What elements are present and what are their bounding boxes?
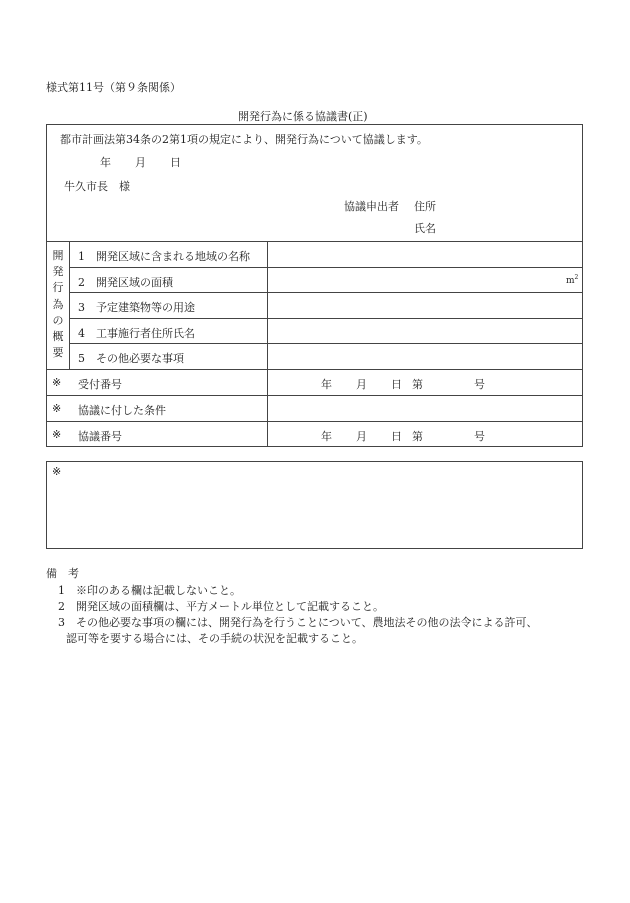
row-divider (46, 241, 583, 242)
number-go-label: 号 (474, 378, 485, 391)
number-go-label: 号 (474, 430, 485, 443)
statement-text: 都市計画法第34条の2第1項の規定により、開発行為について協議します。 (60, 133, 428, 146)
office-use-mark: ※ (52, 465, 62, 478)
date-day-label: 日 (391, 378, 402, 391)
row-divider (69, 267, 583, 268)
date-day-label: 日 (170, 156, 181, 169)
row-divider (69, 318, 583, 319)
overview-row-label: 2 開発区域の面積 (78, 276, 173, 289)
remark-item: 1 ※印のある欄は記載しないこと。 (58, 584, 241, 597)
office-use-mark: ※ (52, 376, 62, 389)
date-year-label: 年 (321, 378, 332, 391)
remark-item: 3 その他必要な事項の欄には、開発行為を行うことについて、農地法その他の法令による許可、 (58, 616, 538, 629)
date-day-label: 日 (391, 430, 402, 443)
office-notes-box[interactable] (46, 461, 583, 549)
date-month-label: 月 (135, 156, 146, 169)
date-month-label: 月 (356, 378, 367, 391)
remark-item: 2 開発区域の面積欄は、平方メートル単位として記載すること。 (58, 600, 384, 613)
column-divider (267, 241, 268, 447)
row-divider (46, 395, 583, 396)
area-unit (566, 274, 578, 286)
row-divider (69, 343, 583, 344)
overview-row-label: 5 その他必要な事項 (78, 352, 184, 365)
date-month-label: 月 (356, 430, 367, 443)
form-title: 開発行為に係る協議書(正) (238, 110, 368, 123)
applicant-label: 協議申出者 (344, 200, 399, 213)
consultation-number-label: 協議番号 (78, 430, 122, 443)
row-divider (46, 369, 583, 370)
overview-row-label: 1 開発区域に含まれる地域の名称 (78, 250, 250, 263)
area-unit-exponent: 2 (574, 274, 579, 281)
area-unit-base: m (566, 276, 575, 286)
remark-item: 認可等を要する場合には、その手続の状況を記載すること。 (66, 632, 363, 645)
date-year-label: 年 (100, 156, 111, 169)
row-divider (69, 292, 583, 293)
addressee: 牛久市長 様 (64, 180, 130, 193)
receipt-number-label: 受付番号 (78, 378, 122, 391)
overview-row-label: 3 予定建築物等の用途 (78, 301, 195, 314)
overview-row-label: 4 工事施行者住所氏名 (78, 327, 195, 340)
form-number: 様式第11号（第９条関係） (46, 81, 181, 94)
office-use-mark: ※ (52, 402, 62, 415)
name-label: 氏名 (414, 222, 436, 235)
office-use-mark: ※ (52, 428, 62, 441)
row-divider (46, 421, 583, 422)
overview-label: 開発行為の概要 (52, 249, 64, 360)
number-dai-label: 第 (412, 378, 423, 391)
date-year-label: 年 (321, 430, 332, 443)
conditions-label: 協議に付した条件 (78, 404, 166, 417)
remarks-heading: 備 考 (46, 567, 79, 580)
number-dai-label: 第 (412, 430, 423, 443)
column-divider (69, 241, 70, 369)
address-label: 住所 (414, 200, 436, 213)
